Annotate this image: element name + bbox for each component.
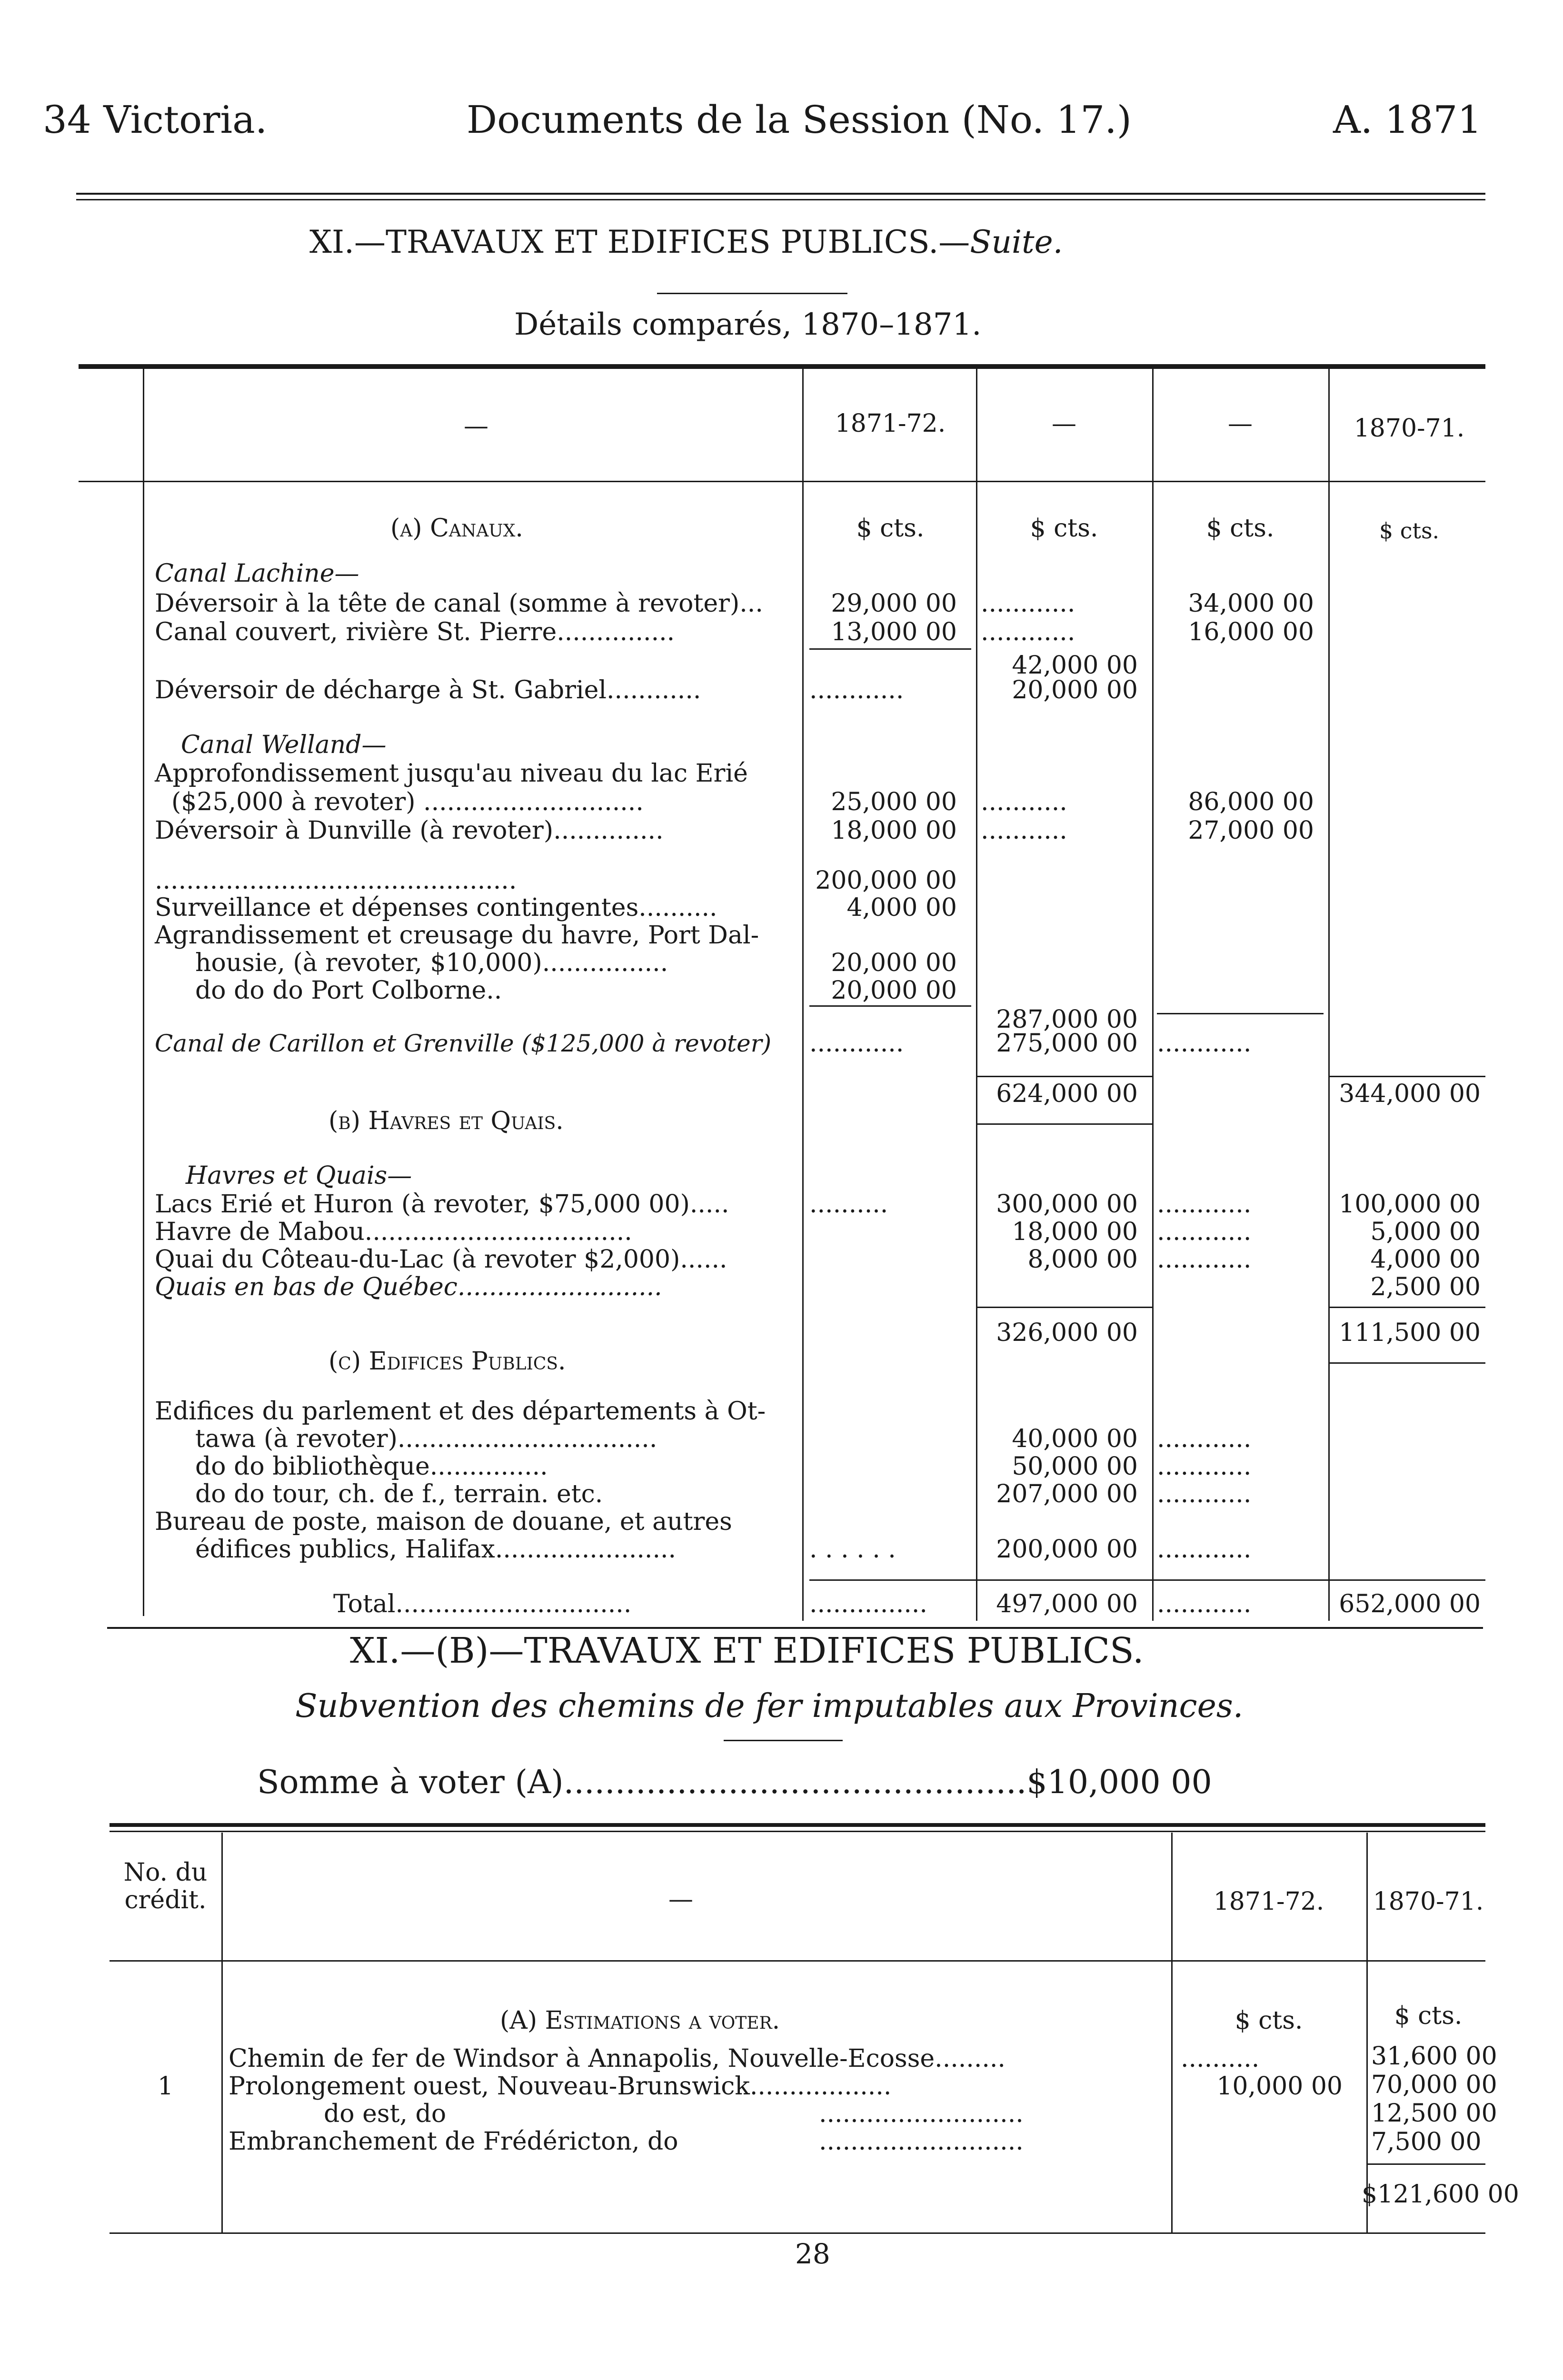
welland-misc-4-label: do do do Port Colborne.. <box>195 976 502 1005</box>
lachine-row-2-c1: 13,000 00 <box>831 618 957 646</box>
carillon-c1: ............ <box>809 1029 904 1058</box>
lachine-row-2-label: Canal couvert, rivière St. Pierre............... <box>155 618 675 646</box>
havres-row-4-c4: 2,500 00 <box>1370 1273 1481 1301</box>
table2-col-1870-71: 1870-71. <box>1373 1887 1484 1916</box>
section2-sum-line: Somme à voter (A).............................................$10,000 00 <box>257 1764 1212 1801</box>
table2-col-desc: — <box>668 1885 693 1914</box>
edifices-row-4-c2: 200,000 00 <box>996 1535 1138 1564</box>
welland-subtotal: 287,000 00 <box>996 1005 1138 1034</box>
table2-top-rule <box>110 1823 1485 1827</box>
table2-col-credit: No. du crédit. <box>123 1858 208 1914</box>
canaux-total: 624,000 00 <box>996 1080 1138 1108</box>
havres-row-1-c4: 100,000 00 <box>1339 1190 1481 1219</box>
table2-row-4-c1: .......................... <box>819 2127 1024 2156</box>
page-number: 28 <box>795 2238 830 2270</box>
havres-heading-rule <box>976 1123 1152 1125</box>
canaux-heading: (a) Canaux. <box>390 514 523 543</box>
table2-heading: (A) Estimations a voter. <box>500 2006 780 2035</box>
welland-subtotal-rule-2 <box>1157 1013 1324 1014</box>
havres-row-4-label: Quais en bas de Québec.......................... <box>155 1273 662 1301</box>
carillon-c3: ............ <box>1157 1029 1252 1058</box>
edifices-row-3-c2: 207,000 00 <box>996 1480 1138 1508</box>
col-header-1870-71: 1870-71. <box>1354 414 1465 443</box>
welland-misc-4-c1: 20,000 00 <box>831 976 957 1005</box>
havres-sublabel: Havres et Quais— <box>186 1161 412 1190</box>
lachine-row-1-c2: ............ <box>981 589 1075 618</box>
lachine-row-1-c3: 34,000 00 <box>1188 589 1314 618</box>
table2-row-1-c2: 31,600 00 <box>1371 2042 1497 2071</box>
edifices-row-2-label: do do bibliothèque............... <box>195 1452 548 1481</box>
table2-total-rule <box>1366 2163 1485 2165</box>
welland-misc-2-label: Surveillance et dépenses contingentes.......... <box>155 893 717 922</box>
table1-bottom-rule <box>107 1627 1483 1629</box>
lachine-row-2-c3: 16,000 00 <box>1188 618 1314 646</box>
table1-vline-left <box>143 369 144 1616</box>
edifices-row-3-label: do do tour, ch. de f., terrain. etc. <box>195 1480 603 1508</box>
welland-row-2-c2: ........... <box>981 816 1067 845</box>
unit-col3: $ cts. <box>1206 514 1274 543</box>
section1-subtitle: Détails comparés, 1870–1871. <box>514 307 982 342</box>
grand-total-c3: ............ <box>1157 1590 1252 1618</box>
section2-title: XI.—(B)—TRAVAUX ET EDIFICES PUBLICS. <box>350 1630 1144 1671</box>
welland-label: Canal Welland— <box>181 731 387 759</box>
grand-total-c4: 652,000 00 <box>1339 1590 1481 1618</box>
table1-vline-1 <box>802 369 804 1621</box>
edifices-row-2-c3: ............ <box>1157 1452 1252 1481</box>
edifices-heading-rule <box>1328 1362 1485 1364</box>
lachine-row-1-c1: 29,000 00 <box>831 589 957 618</box>
col-header-dash-1: — <box>1052 409 1076 438</box>
welland-row-1-label2: ($25,000 à revoter) ............................ <box>171 788 644 816</box>
edifices-row-4-label2: édifices publics, Halifax....................... <box>195 1535 677 1564</box>
section2-subtitle-rule <box>724 1740 843 1741</box>
table1-vline-4 <box>1328 369 1330 1621</box>
table2-row-1-c1: .......... <box>1181 2044 1260 2073</box>
welland-misc-1-c1: 200,000 00 <box>815 866 957 895</box>
col-header-1871-72: 1871-72. <box>835 409 946 438</box>
table2-row-3-c2: 12,500 00 <box>1371 2099 1497 2128</box>
edifices-row-1-label2: tawa (à revoter)................................. <box>195 1425 657 1453</box>
table2-row-4-label: Embranchement de Frédéricton, do <box>229 2127 678 2156</box>
havres-total-rule <box>976 1307 1152 1308</box>
header-rule-top <box>76 193 1485 195</box>
table2-unit-2: $ cts. <box>1394 2002 1463 2030</box>
havres-row-2-c2: 18,000 00 <box>1012 1218 1138 1246</box>
section1-title <box>309 224 1063 260</box>
table2-credit-no: 1 <box>157 2072 174 2101</box>
gabriel-label: Déversoir de décharge à St. Gabriel............ <box>155 676 701 704</box>
unit-col4: $ cts. <box>1379 518 1440 544</box>
grand-total-c2: 497,000 00 <box>996 1590 1138 1618</box>
lachine-row-1-label: Déversoir à la tête de canal (somme à revoter)... <box>155 589 763 618</box>
grand-total-c1: ............... <box>809 1590 927 1618</box>
lachine-label: Canal Lachine— <box>155 559 359 588</box>
welland-row-2-c3: 27,000 00 <box>1188 816 1314 845</box>
welland-subtotal-rule <box>809 1005 971 1007</box>
havres-row-2-label: Havre de Mabou.................................. <box>155 1218 632 1246</box>
havres-total-rule-prev <box>1328 1307 1485 1308</box>
havres-total-prev: 111,500 00 <box>1339 1319 1481 1347</box>
havres-row-3-c3: ............ <box>1157 1245 1252 1274</box>
col-header-dash-2: — <box>1228 409 1253 438</box>
canaux-total-rule-prev <box>1328 1076 1485 1077</box>
table2-row-2-c2: 70,000 00 <box>1371 2071 1497 2099</box>
table2-row-3-c1: .......................... <box>819 2100 1024 2128</box>
havres-row-3-c2: 8,000 00 <box>1027 1245 1138 1274</box>
header-document-title: Documents de la Session (No. 17.) <box>467 98 1132 142</box>
table2-row-3-label: do est, do <box>324 2100 447 2128</box>
edifices-row-3-c3: ............ <box>1157 1480 1252 1508</box>
table2-unit-1: $ cts. <box>1234 2006 1303 2035</box>
welland-row-1-c1: 25,000 00 <box>831 788 957 816</box>
header-volume: 34 Victoria. <box>43 98 268 142</box>
welland-misc-1-label: .............................................. <box>155 866 517 895</box>
welland-misc-2-c1: 4,000 00 <box>846 893 957 922</box>
welland-row-2-label: Déversoir à Dunville (à revoter).............. <box>155 816 664 845</box>
table2-vline-2 <box>1171 1833 1173 2232</box>
carillon-c2: 275,000 00 <box>996 1029 1138 1058</box>
havres-heading: (b) Havres et Quais. <box>329 1107 564 1135</box>
table2-vline-3 <box>1366 1833 1368 2232</box>
col-header-desc: — <box>464 412 488 440</box>
header-year: A. 1871 <box>1333 98 1482 142</box>
table1-header-rule <box>79 481 1485 482</box>
lachine-row-2-c2: ............ <box>981 618 1075 646</box>
havres-row-1-c1: .......... <box>809 1190 888 1219</box>
table2-row-4-c2: 7,500 00 <box>1371 2128 1482 2156</box>
unit-col2: $ cts. <box>1030 514 1098 543</box>
havres-row-3-c4: 4,000 00 <box>1370 1245 1481 1274</box>
gabriel-c1: ............ <box>809 676 904 704</box>
section1-title-text: XI.—TRAVAUX ET EDIFICES PUBLICS.— <box>309 224 970 260</box>
table2-row-2-label: Prolongement ouest, Nouveau-Brunswick.................. <box>229 2072 892 2101</box>
havres-row-1-label: Lacs Erié et Huron (à revoter, $75,000 00)..... <box>155 1190 729 1219</box>
lachine-subtotal: 42,000 00 <box>1012 651 1138 680</box>
table2-col-1871-72: 1871-72. <box>1213 1887 1324 1916</box>
havres-row-1-c2: 300,000 00 <box>996 1190 1138 1219</box>
title-underline <box>657 293 847 294</box>
welland-misc-3-label: Agrandissement et creusage du havre, Port Dal- <box>155 921 759 950</box>
table2-bottom-rule <box>110 2232 1485 2234</box>
edifices-row-2-c2: 50,000 00 <box>1012 1452 1138 1481</box>
welland-misc-3-label2: housie, (à revoter, $10,000)................ <box>195 949 668 977</box>
havres-row-2-c3: ............ <box>1157 1218 1252 1246</box>
table2-row-1-label: Chemin de fer de Windsor à Annapolis, Nouvelle-Ecosse......... <box>229 2044 1005 2073</box>
edifices-row-1-label: Edifices du parlement et des départements à Ot- <box>155 1397 766 1426</box>
grand-total-label: Total.............................. <box>333 1590 632 1618</box>
section2-subtitle: Subvention des chemins de fer imputables aux Provinces. <box>295 1687 1244 1725</box>
edifices-row-4-c1: . . . . . . <box>809 1535 896 1564</box>
carillon-label: Canal de Carillon et Grenville ($125,000 à revoter) <box>155 1030 772 1057</box>
edifices-row-1-c2: 40,000 00 <box>1012 1425 1138 1453</box>
gabriel-c2: 20,000 00 <box>1012 676 1138 704</box>
table2-row-2-c1: 10,000 00 <box>1216 2072 1343 2101</box>
lachine-subtotal-rule <box>809 648 971 650</box>
havres-row-1-c3: ............ <box>1157 1190 1252 1219</box>
edifices-row-1-c3: ............ <box>1157 1425 1252 1453</box>
table2-top-rule-2 <box>110 1831 1485 1832</box>
edifices-row-4-label: Bureau de poste, maison de douane, et autres <box>155 1507 732 1536</box>
table1-top-rule <box>79 364 1485 369</box>
grand-total-rule <box>809 1579 1485 1581</box>
welland-row-2-c1: 18,000 00 <box>831 816 957 845</box>
welland-row-1-label: Approfondissement jusqu'au niveau du lac Erié <box>155 759 748 788</box>
welland-row-1-c3: 86,000 00 <box>1188 788 1314 816</box>
table1-vline-2 <box>976 369 977 1621</box>
section1-title-suffix: Suite. <box>970 224 1063 260</box>
unit-col1: $ cts. <box>856 514 925 543</box>
table2-vline-1 <box>221 1833 223 2232</box>
havres-row-3-label: Quai du Côteau-du-Lac (à revoter $2,000)...... <box>155 1245 727 1274</box>
havres-total: 326,000 00 <box>996 1319 1138 1347</box>
canaux-total-prev: 344,000 00 <box>1339 1080 1481 1108</box>
canaux-total-rule <box>976 1076 1152 1077</box>
table2-header-rule <box>110 1960 1485 1962</box>
welland-misc-3-c1: 20,000 00 <box>831 949 957 977</box>
table2-total: $121,600 00 <box>1362 2180 1519 2209</box>
table1-vline-3 <box>1152 369 1154 1621</box>
havres-row-2-c4: 5,000 00 <box>1370 1218 1481 1246</box>
header-rule-bottom <box>76 199 1485 200</box>
edifices-row-4-c3: ............ <box>1157 1535 1252 1564</box>
welland-row-1-c2: ........... <box>981 788 1067 816</box>
edifices-heading: (c) Edifices Publics. <box>329 1347 566 1376</box>
